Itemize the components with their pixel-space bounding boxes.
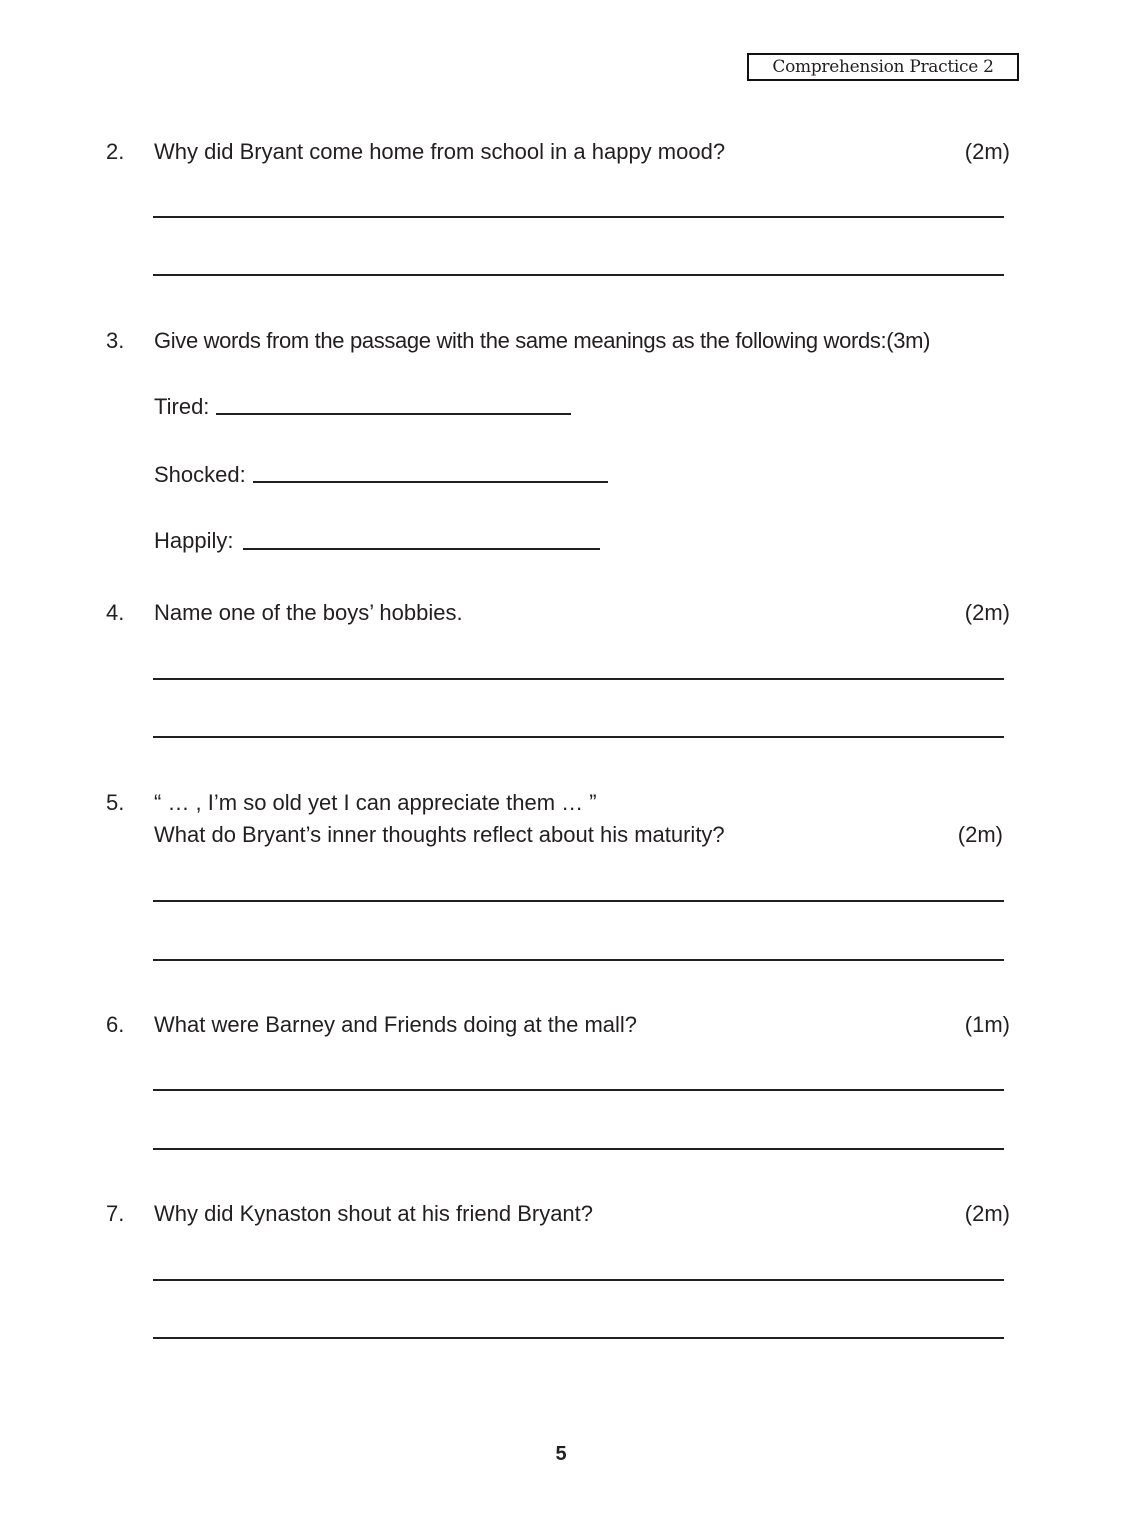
question-quote: “ … , I’m so old yet I can appreciate them … ” [154,790,597,815]
question-marks: (2m) [964,1201,1010,1226]
question-number: 5. [106,790,125,815]
answer-line-tired[interactable] [216,413,571,415]
question-marks: (2m) [964,139,1010,164]
word-label-shocked: Shocked: [154,462,246,487]
answer-line[interactable] [153,1089,1004,1091]
question-text: What do Bryant’s inner thoughts reflect about his maturity? [154,822,725,847]
question-marks: (3m) [886,328,931,353]
answer-line[interactable] [153,678,1004,680]
word-label-tired: Tired: [154,394,210,419]
question-marks: (2m) [964,600,1010,625]
question-text-with-marks [154,328,930,354]
question-number: 3. [106,328,125,353]
question-number: 7. [106,1201,125,1226]
page-number: 5 [555,1443,567,1465]
answer-line[interactable] [153,1148,1004,1150]
answer-line-happily[interactable] [243,548,600,550]
answer-line[interactable] [153,216,1004,218]
question-number: 6. [106,1012,125,1037]
answer-line[interactable] [153,1337,1004,1339]
worksheet-title-box: Comprehension Practice 2 [747,53,1019,81]
question-marks: (1m) [964,1012,1010,1037]
question-text: Why did Kynaston shout at his friend Bryant? [154,1201,594,1226]
answer-line[interactable] [153,900,1004,902]
question-text: What were Barney and Friends doing at the mall? [154,1012,638,1037]
answer-line[interactable] [153,274,1004,276]
word-label-happily: Happily: [154,528,234,553]
answer-line[interactable] [153,1279,1004,1281]
answer-line-shocked[interactable] [253,481,608,483]
question-marks: (2m) [957,822,1003,847]
answer-line[interactable] [153,736,1004,738]
answer-line[interactable] [153,959,1004,961]
question-text: Name one of the boys’ hobbies. [154,600,463,625]
question-text: Give words from the passage with the same meanings as the following words: [154,328,887,353]
question-text: Why did Bryant come home from school in a happy mood? [154,139,726,164]
question-number: 4. [106,600,125,625]
question-number: 2. [106,139,125,164]
